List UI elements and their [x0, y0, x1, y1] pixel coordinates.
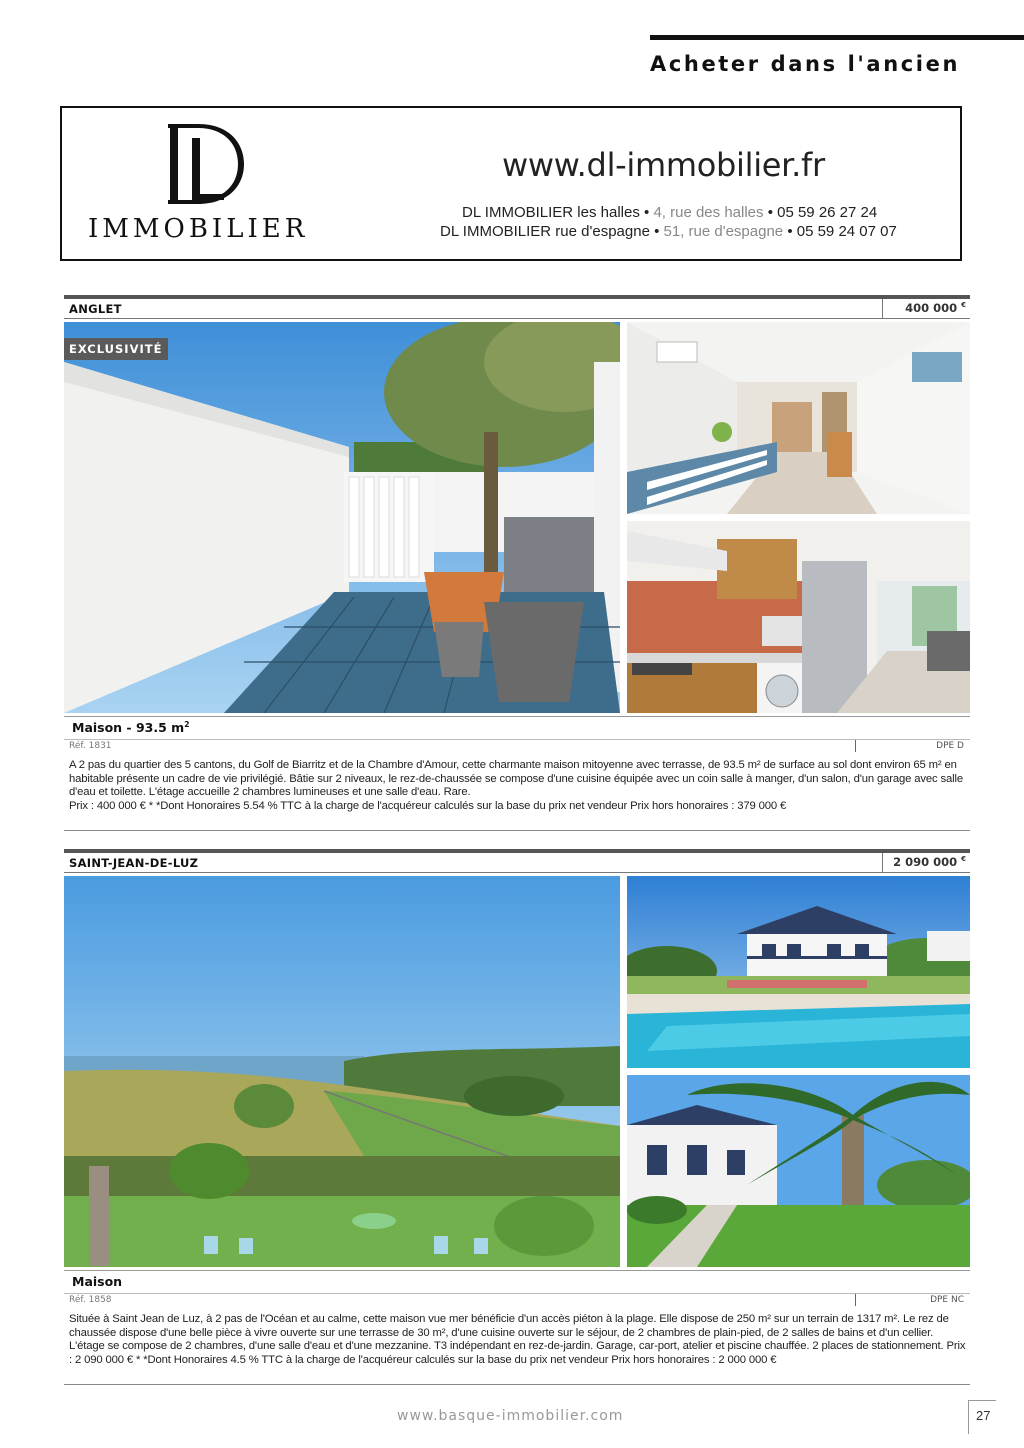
reference-row [64, 1294, 970, 1308]
section-title: Acheter dans l'ancien [650, 52, 960, 76]
office-line-espagne: DL IMMOBILIER rue d'espagne • 51, rue d'espagne • 05 59 24 07 07 [440, 223, 897, 240]
office-name: DL IMMOBILIER rue d'espagne [440, 223, 650, 240]
top-rule [650, 35, 1024, 40]
listing-description: Située à Saint Jean de Luz, à 2 pas de l'Océan et au calme, cette maison vue mer bénéficie d'un accès piéton à la plage. Elle dispose de 250 m² sur un terrain de 1317 m². Le rez de chaussée dispose d'une belle pièce à vivre ouverte sur une terrasse de 30 m², d'une cuisine ouverte sur le séjour, de 2 chambres de plain-pied, de 2 salles de bains et d'un cellier. L'étage se compose de 2 chambres, d'une salle d'eau et d'une mezzanine. T3 indépendant en rez-de-jardin. Garage, car-port, atelier et piscine chauffée. 2 places de stationnement. Prix : 2 090 000 € * *Dont Honoraires 4.5 % TTC à la charge de l'acquéreur calculés sur la base du prix net vendeur Prix hors honoraires : 2 000 000 € [69, 1313, 966, 1366]
page-number: 27 [968, 1400, 996, 1434]
listing-anglet [64, 295, 970, 835]
exclusive-badge: EXCLUSIVITÉ [64, 338, 168, 360]
property-type: Maison - 93.5 $m^2$ [72, 720, 190, 736]
office-phone[interactable]: 05 59 24 07 07 [796, 223, 897, 240]
property-type-row [64, 1270, 970, 1294]
reference-number: Réf. 1831 [69, 741, 112, 751]
office-name: DL IMMOBILIER les halles [462, 204, 640, 221]
agency-website[interactable]: www.dl-immobilier.fr [502, 146, 825, 184]
property-type: Maison [72, 1274, 123, 1289]
listing-saint-jean-de-luz [64, 849, 970, 1389]
listing-city: ANGLET [69, 302, 122, 316]
reference-row [64, 740, 970, 754]
villa-pool-photo[interactable] [627, 876, 970, 1068]
listing-description: A 2 pas du quartier des 5 cantons, du Golf de Biarritz et de la Chambre d'Amour, cette charmante maison mitoyenne avec terrasse, de 93.5 m² de surface au sol dont environ 65 m² en habitable présente un cadre de vie privilégié. Bâtie sur 2 niveaux, le rez-de-chaussée se compose d'une cuisine équipée avec un coin salle à manger, d'un salon, d'un garage avec salle d'eau et toilette. L'étage accueille 2 chambres lumineuses et une salle d'eau. Rare. Prix : 400 000 € * *Dont Honoraires 5.54 % TTC à la charge de l'acquéreur calculés sur la base du prix net vendeur Prix hors honoraires : 379 000 € [69, 759, 964, 812]
office-line-halles: DL IMMOBILIER les halles • 4, rue des halles • 05 59 26 27 24 [462, 204, 878, 221]
listing-end-rule [64, 1384, 970, 1385]
living-room-photo[interactable] [627, 322, 970, 514]
logo-wordmark: IMMOBILIER [88, 214, 309, 244]
office-address: 51, rue d'espagne [663, 223, 784, 240]
palm-garden-photo[interactable] [627, 1075, 970, 1267]
reference-number: Réf. 1858 [69, 1295, 112, 1305]
listing-end-rule [64, 830, 970, 831]
listing-header [64, 849, 970, 873]
footer-website[interactable]: www.basque-immobilier.com [397, 1408, 624, 1424]
listing-price: 400 000 € [882, 299, 970, 319]
office-address: 4, rue des halles [653, 204, 764, 221]
dl-logo-icon [158, 120, 248, 208]
agency-banner [60, 106, 962, 261]
energy-rating: DPE NC [930, 1295, 964, 1305]
kitchen-photo[interactable] [627, 521, 970, 713]
listing-price: 2 090 000 € [882, 853, 970, 873]
listing-city: SAINT-JEAN-DE-LUZ [69, 856, 199, 870]
energy-rating: DPE D [936, 741, 964, 751]
price-note: Prix : 400 000 € * *Dont Honoraires 5.54 % TTC à la charge de l'acquéreur calculés sur la base du prix net vendeur Prix hors honoraires : 379 000 € [69, 799, 787, 812]
office-phone[interactable]: 05 59 26 27 24 [777, 204, 878, 221]
dpe-divider [855, 1294, 856, 1306]
listing-header [64, 295, 970, 319]
dpe-divider [855, 740, 856, 752]
sea-view-garden-photo[interactable] [64, 876, 620, 1267]
patio-terrace-photo[interactable] [64, 322, 620, 713]
property-type-row [64, 716, 970, 740]
